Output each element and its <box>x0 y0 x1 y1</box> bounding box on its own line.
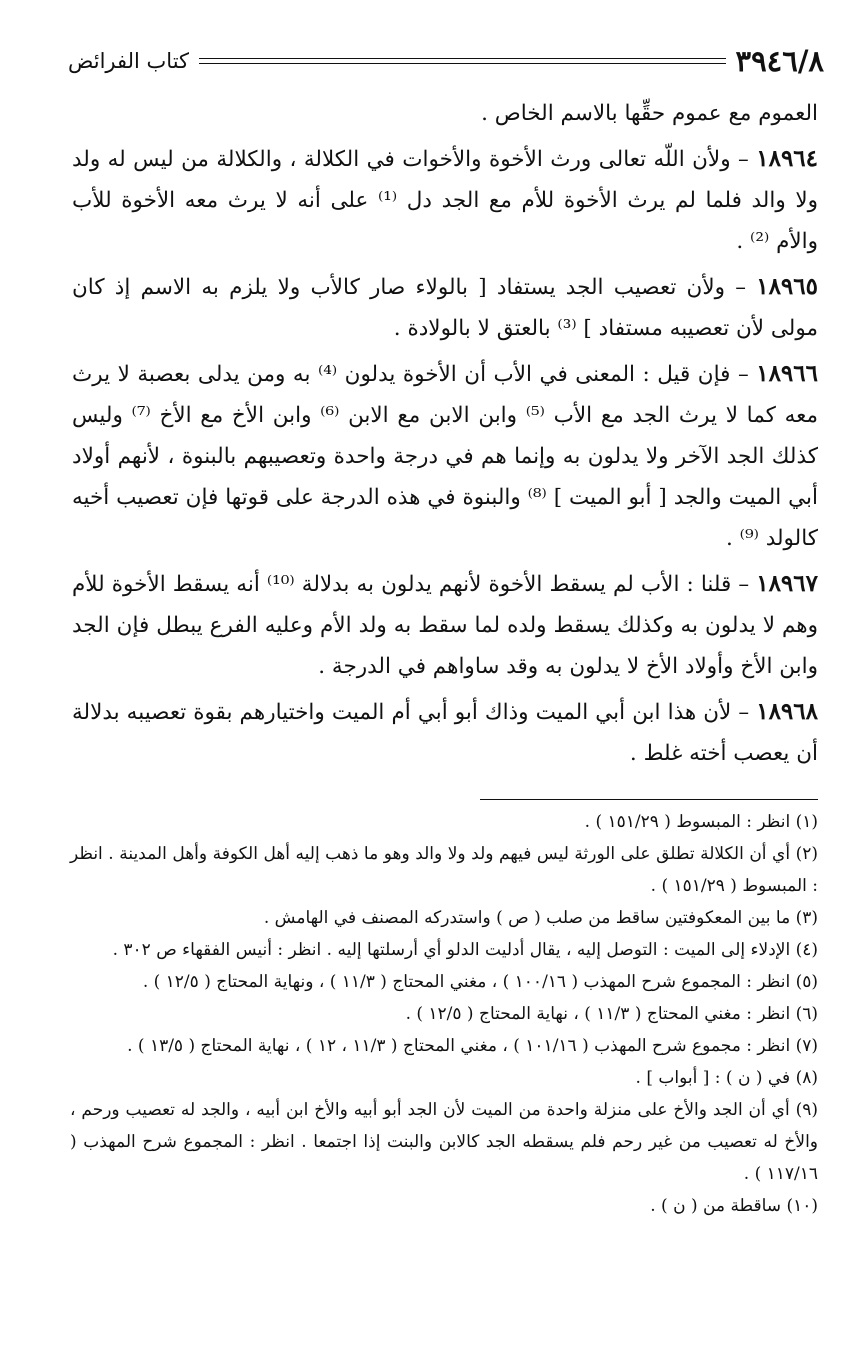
footnote: (٤) الإدلاء إلى الميت : التوصل إليه ، يقال أدليت الدلو أي أرسلتها إليه . انظر : أنيس الفقهاء ص ٣٠٢ . <box>112 940 818 960</box>
footnote: (١) انظر : المبسوط ( ١٥١/٢٩ ) . <box>584 812 818 832</box>
paragraph <box>72 266 818 349</box>
footnotes <box>70 806 818 1222</box>
paragraph-text: – ولأن اللّه تعالى ورث الأخوة والأخوات في الكلالة ، والكلالة من ليس له ولد ولا والد فلما لم يرث الأخوة للأم مع الجد دل ⁽¹⁾ على أنه لا يرث معه الأخوة للأب والأم ⁽²⁾ . <box>72 147 818 254</box>
footnote-separator <box>480 799 818 800</box>
running-header <box>68 36 824 86</box>
paragraph <box>72 563 818 687</box>
book-title: كتاب الفرائض <box>68 49 190 73</box>
header-double-rule <box>199 58 725 64</box>
paragraph-text: – قلنا : الأب لم يسقط الأخوة لأنهم يدلون به بدلالة ⁽¹⁰⁾ أنه يسقط الأخوة للأم وهم لا يدلون به وكذلك يسقط ولده لما سقط به ولد الأم وعليه الفرع يبطل فإن الجد وابن الأخ وأولاد الأخ لا يدلون به وقد ساواهم في الدرجة . <box>72 572 818 679</box>
page-number: ٣٩٤٦/٨ <box>735 44 824 78</box>
footnote: (٧) انظر : مجموع شرح المهذب ( ١٠١/١٦ ) ، مغني المحتاج ( ١١/٣ ، ١٢ ) ، نهاية المحتاج ( ١٣/٥ ) . <box>127 1036 818 1056</box>
paragraph-number: ١٨٩٦٧ <box>756 570 818 597</box>
paragraph <box>72 92 818 134</box>
paragraph <box>72 691 818 774</box>
paragraph-number: ١٨٩٦٨ <box>756 698 818 725</box>
paragraph-number: ١٨٩٦٤ <box>756 145 819 172</box>
paragraph <box>72 138 818 262</box>
footnote: (١٠) ساقطة من ( ن ) . <box>650 1196 818 1216</box>
footnote: (٢) أي أن الكلالة تطلق على الورثة ليس فيهم ولد ولا والد وهو ما ذهب إليه أهل الكوفة وأهل المدينة . انظر : المبسوط ( ١٥١/٢٩ ) . <box>70 844 818 896</box>
paragraph-number: ١٨٩٦٦ <box>756 360 818 387</box>
footnote: (٩) أي أن الجد والأخ على منزلة واحدة من الميت لأن الجد أبو أبيه والأخ ابن أبيه ، والجد له تعصيب ورحم ، والأخ له تعصيب من غير رحم فلم يسقطه الجد كالابن والبنت إذا اجتمعا . انظر : المجموع شرح المهذب ( ١١٧/١٦ ) . <box>70 1100 818 1184</box>
paragraph-text: – ولأن تعصيب الجد يستفاد [ بالولاء صار كالأب ولا يلزم به الاسم إذ كان مولى لأن تعصيبه مستفاد ] ⁽³⁾ بالعتق لا بالولادة . <box>72 275 818 341</box>
paragraph-text: العموم مع عموم حقِّها بالاسم الخاص . <box>481 101 818 126</box>
footnote: (٦) انظر : مغني المحتاج ( ١١/٣ ) ، نهاية المحتاج ( ١٢/٥ ) . <box>405 1004 818 1024</box>
footnote: (٥) انظر : المجموع شرح المهذب ( ١٠٠/١٦ ) ، مغني المحتاج ( ١١/٣ ) ، ونهاية المحتاج ( ١٢/٥ ) . <box>142 972 818 992</box>
paragraph <box>72 353 818 559</box>
paragraph-text: – لأن هذا ابن أبي الميت وذاك أبو أبي أم الميت واختيارهم بقوة تعصيبه بدلالة أن يعصب أخته غلط . <box>72 700 818 766</box>
footnote: (٣) ما بين المعكوفتين ساقط من صلب ( ص ) واستدركه المصنف في الهامش . <box>263 908 818 928</box>
footnote: (٨) في ( ن ) : [ أبواب ] . <box>635 1068 818 1088</box>
main-text <box>72 92 818 778</box>
paragraph-number: ١٨٩٦٥ <box>756 273 818 300</box>
paragraph-text: – فإن قيل : المعنى في الأب أن الأخوة يدلون ⁽⁴⁾ به ومن يدلى بعصبة لا يرث معه كما لا يرث الجد مع الأب ⁽⁵⁾ وابن الابن مع الابن ⁽⁶⁾ وابن الأخ مع الأخ ⁽⁷⁾ وليس كذلك الجد الآخر ولا يدلون به وإنما هم في درجة واحدة وتعصيبهم بالبنوة ، لأنهم أولاد أبي الميت والجد [ أبو الميت ] ⁽⁸⁾ والبنوة في هذه الدرجة على قوتها فإن تعصيب أخيه كالولد ⁽⁹⁾ . <box>72 362 818 551</box>
